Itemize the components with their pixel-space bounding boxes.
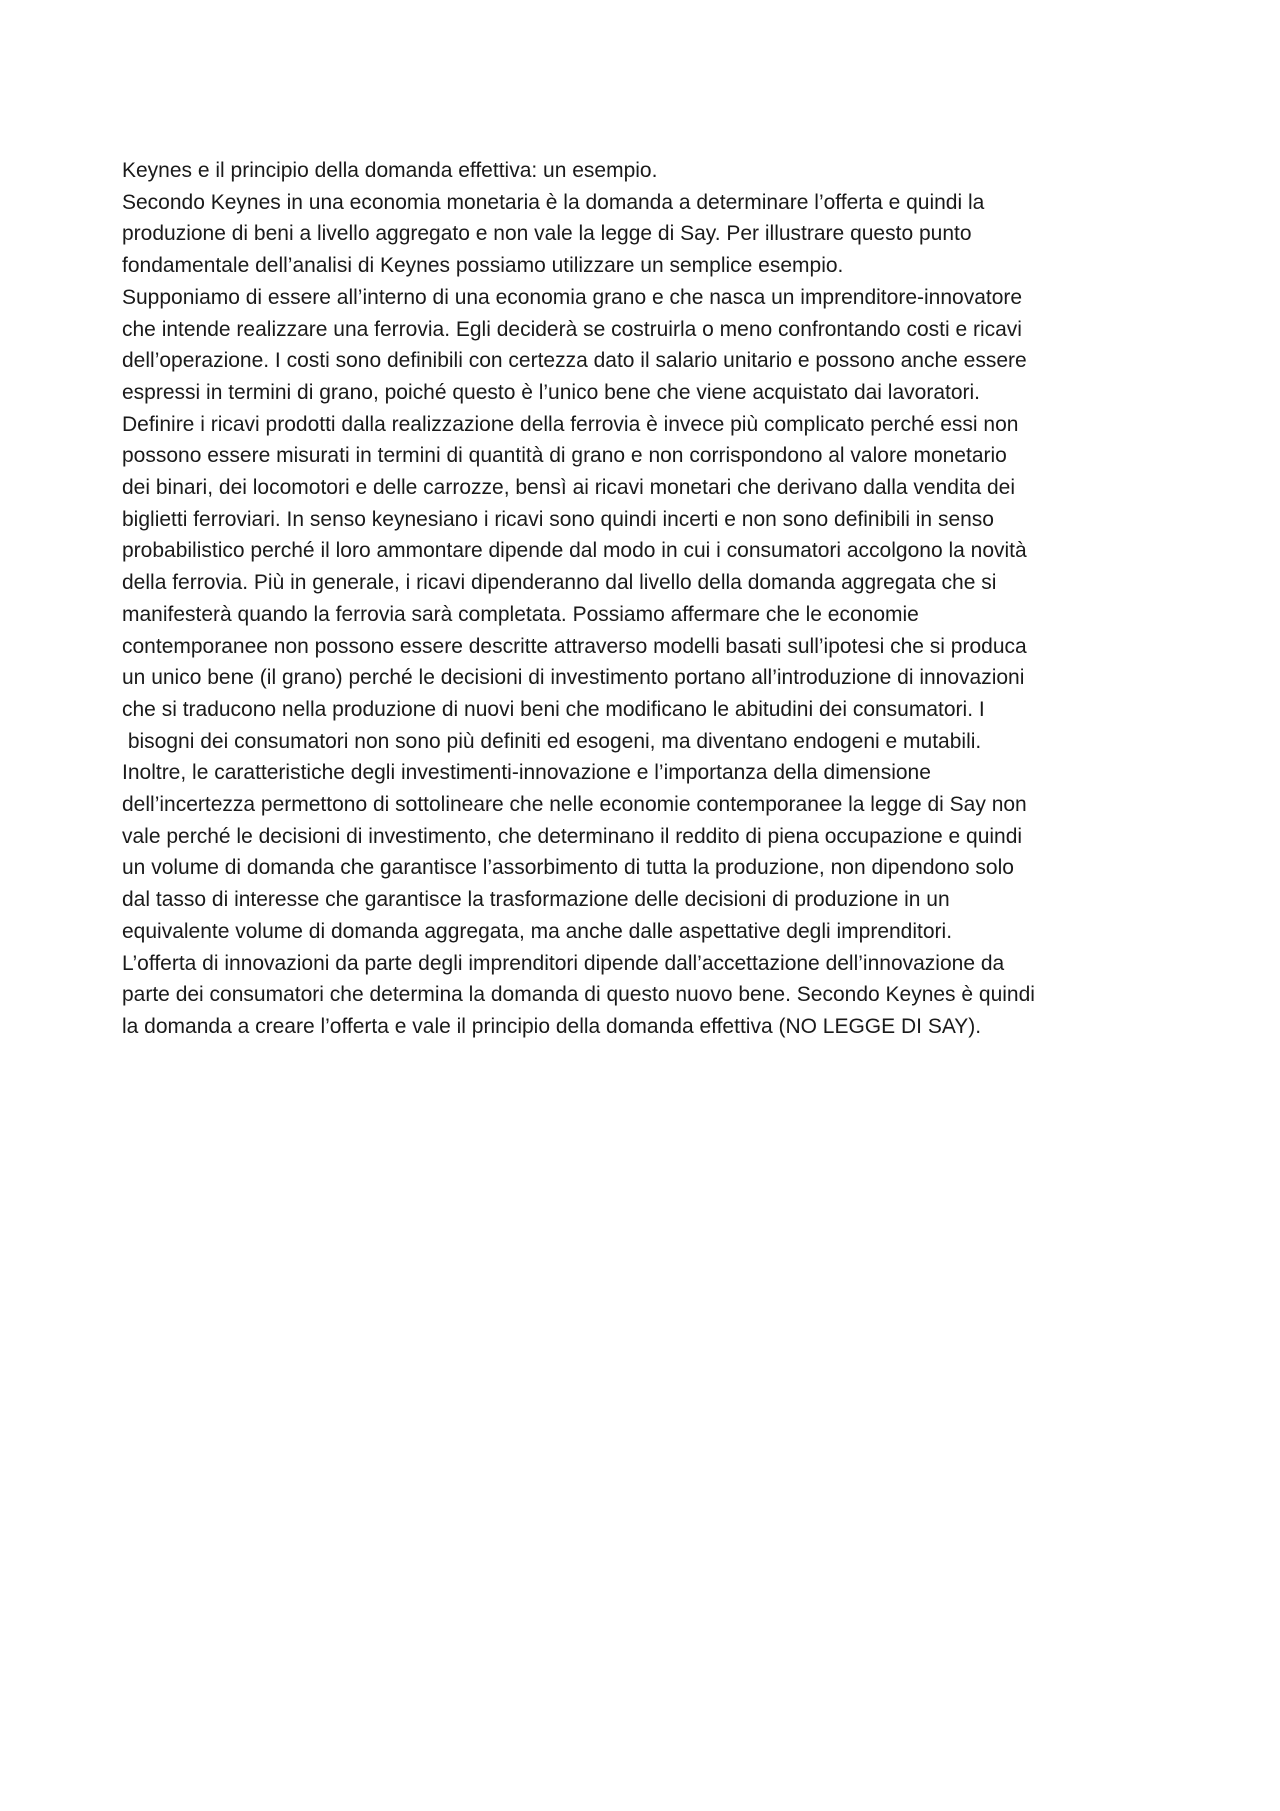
text-line: L’offerta di innovazioni da parte degli imprenditori dipende dall’accettazione dell’innovazione da (122, 951, 1005, 975)
text-line: fondamentale dell’analisi di Keynes possiamo utilizzare un semplice esempio. (122, 254, 844, 278)
text-line: dei binari, dei locomotori e delle carrozze, bensì ai ricavi monetari che derivano dalla vendita dei (122, 476, 1015, 500)
document-body (122, 155, 1162, 1043)
text-line: un unico bene (il grano) perché le decisioni di investimento portano all’introduzione di innovazioni (122, 666, 1025, 690)
text-line: un volume di domanda che garantisce l’assorbimento di tutta la produzione, non dipendono solo (122, 856, 1014, 880)
text-line: biglietti ferroviari. In senso keynesiano i ricavi sono quindi incerti e non sono definibili in senso (122, 507, 994, 531)
text-line: la domanda a creare l’offerta e vale il principio della domanda effettiva (NO LEGGE DI SAY). (122, 1014, 982, 1038)
text-line: della ferrovia. Più in generale, i ricavi dipenderanno dal livello della domanda aggregata che si (122, 571, 997, 595)
text-line: Inoltre, le caratteristiche degli investimenti-innovazione e l’importanza della dimensione (122, 761, 931, 785)
text-line: contemporanee non possono essere descritte attraverso modelli basati sull’ipotesi che si produca (122, 634, 1027, 658)
text-line: equivalente volume di domanda aggregata, ma anche dalle aspettative degli imprenditori. (122, 919, 953, 943)
document-title: Keynes e il principio della domanda effettiva: un esempio. (122, 159, 658, 182)
text-line: Definire i ricavi prodotti dalla realizzazione della ferrovia è invece più complicato perché essi non (122, 412, 1019, 436)
text-line: produzione di beni a livello aggregato e non vale la legge di Say. Per illustrare questo punto (122, 222, 972, 246)
text-line: che si traducono nella produzione di nuovi beni che modificano le abitudini dei consumatori. I (122, 697, 985, 721)
text-line: parte dei consumatori che determina la domanda di questo nuovo bene. Secondo Keynes è quindi (122, 983, 1035, 1007)
text-line: Secondo Keynes in una economia monetaria è la domanda a determinare l’offerta e quindi la (122, 190, 985, 214)
text-line: vale perché le decisioni di investimento, che determinano il reddito di piena occupazione e quindi (122, 824, 1023, 848)
text-line: bisogni dei consumatori non sono più definiti ed esogeni, ma diventano endogeni e mutabili. (122, 729, 982, 753)
text-line: Supponiamo di essere all’interno di una economia grano e che nasca un imprenditore-innovatore (122, 285, 1023, 309)
text-line: che intende realizzare una ferrovia. Egli deciderà se costruirla o meno confrontando costi e ricavi (122, 317, 1022, 341)
text-line: dell’operazione. I costi sono definibili con certezza dato il salario unitario e possono anche essere (122, 349, 1027, 373)
text-line: probabilistico perché il loro ammontare dipende dal modo in cui i consumatori accolgono la novità (122, 539, 1027, 563)
text-line: espressi in termini di grano, poiché questo è l’unico bene che viene acquistato dai lavoratori. (122, 380, 981, 404)
text-line: dal tasso di interesse che garantisce la trasformazione delle decisioni di produzione in un (122, 888, 950, 912)
text-line: dell’incertezza permettono di sottolineare che nelle economie contemporanee la legge di Say non (122, 793, 1027, 817)
text-line: possono essere misurati in termini di quantità di grano e non corrispondono al valore monetario (122, 444, 1007, 468)
text-line: manifesterà quando la ferrovia sarà completata. Possiamo affermare che le economie (122, 602, 919, 626)
